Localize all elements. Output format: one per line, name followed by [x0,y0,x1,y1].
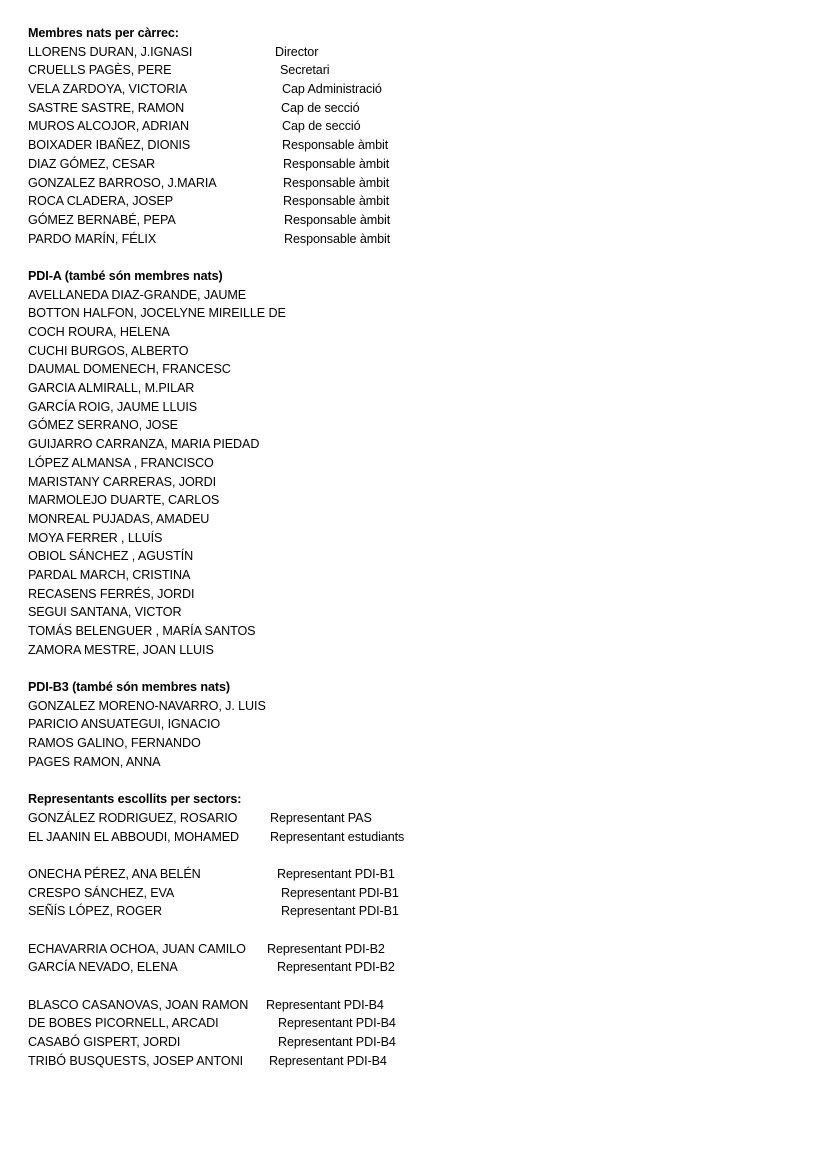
member-name: OBIOL SÁNCHEZ , AGUSTÍN [28,549,194,564]
section-heading-representants: Representants escollits per sectors: [28,792,242,807]
member-name: PARICIO ANSUATEGUI, IGNACIO [28,717,221,732]
member-name: CASABÓ GISPERT, JORDI [28,1035,181,1050]
member-role: Representant PDI-B2 [267,941,385,956]
member-row [28,43,808,62]
member-role: Responsable àmbit [282,138,389,153]
member-name: ECHAVARRIA OCHOA, JUAN CAMILO [28,941,246,956]
member-row [28,1052,808,1071]
member-name: GARCIA ALMIRALL, M.PILAR [28,381,195,396]
member-role: Secretari [280,63,330,78]
member-name: SEÑÍS LÓPEZ, ROGER [28,904,162,919]
member-name: TOMÁS BELENGUER , MARÍA SANTOS [28,624,256,638]
member-role: Representant PDI-B2 [277,960,395,975]
member-row [28,61,808,80]
member-row [28,1014,808,1033]
member-name: PAGES RAMON, ANNA [28,754,161,769]
member-name: SASTRE SASTRE, RAMON [28,100,185,115]
member-row [28,117,808,136]
member-role: Responsable àmbit [283,175,390,190]
member-role: Representant PDI-B4 [278,1035,396,1050]
member-name: CRUELLS PAGÈS, PERE [28,63,172,78]
member-row [28,865,808,884]
member-role: Representant PDI-B1 [277,866,395,881]
member-role: Representant estudiants [270,829,405,844]
section-heading-pdi-b3: PDI-B3 (també són membres nats) [28,680,230,695]
member-name: GÓMEZ SERRANO, JOSE [28,418,178,433]
member-name: TRIBÓ BUSQUESTS, JOSEP ANTONI [28,1053,243,1068]
member-name: BOIXADER IBAÑEZ, DIONIS [28,138,191,153]
member-name: MARISTANY CARRERAS, JORDI [28,474,217,489]
member-role: Representant PDI-B4 [266,997,384,1012]
member-row [28,1033,808,1052]
member-role: Responsable àmbit [283,194,390,209]
member-name: PARDAL MARCH, CRISTINA [28,567,191,582]
member-name: LÓPEZ ALMANSA , FRANCISCO [28,455,214,470]
section-heading-nats: Membres nats per càrrec: [28,26,179,40]
member-row [28,809,808,828]
member-row [28,996,808,1015]
member-row [28,211,808,230]
member-name: MUROS ALCOJOR, ADRIAN [28,119,189,134]
member-name: ZAMORA MESTRE, JOAN LLUIS [28,642,214,657]
member-row [28,940,808,959]
member-role: Director [275,44,319,59]
member-name: ONECHA PÉREZ, ANA BELÉN [28,866,201,881]
member-role: Representant PDI-B4 [278,1016,396,1031]
member-name: ROCA CLADERA, JOSEP [28,194,174,209]
member-role: Cap de secció [281,100,360,115]
member-row [28,884,808,903]
member-name: VELA ZARDOYA, VICTORIA [28,82,187,97]
member-role: Representant PDI-B1 [281,885,399,900]
member-role: Representant PAS [270,810,372,825]
member-name: GÓMEZ BERNABÉ, PEPA [28,212,176,227]
document-page [28,24,808,1071]
member-name: AVELLANEDA DIAZ-GRANDE, JAUME [28,287,247,302]
member-name: MARMOLEJO DUARTE, CARLOS [28,493,220,508]
member-row [28,902,808,921]
member-row [28,80,808,99]
member-name: MONREAL PUJADAS, AMADEU [28,511,210,526]
member-role: Representant PDI-B1 [281,904,399,919]
member-row [28,192,808,211]
member-row [28,99,808,118]
member-name: BOTTON HALFON, JOCELYNE MIREILLE DE [28,306,286,321]
member-row [28,155,808,174]
member-name: GARCÍA ROIG, JAUME LLUIS [28,399,198,414]
member-row [28,958,808,977]
member-name: DAUMAL DOMENECH, FRANCESC [28,362,231,377]
member-name: COCH ROURA, HELENA [28,325,170,339]
member-role: Representant PDI-B4 [269,1053,387,1068]
member-name: GUIJARRO CARRANZA, MARIA PIEDAD [28,437,260,452]
member-name: GONZALEZ MORENO-NAVARRO, J. LUIS [28,698,266,713]
member-name: CRESPO SÁNCHEZ, EVA [28,885,175,900]
member-name: BLASCO CASANOVAS, JOAN RAMON [28,997,249,1012]
member-role: Cap Administració [282,82,382,97]
member-name: GONZALEZ BARROSO, J.MARIA [28,175,217,190]
member-role: Responsable àmbit [284,212,391,227]
section-heading-pdi-a: PDI-A (també són membres nats) [28,268,223,283]
member-name: GARCÍA NEVADO, ELENA [28,960,178,975]
member-name: LLORENS DURAN, J.IGNASI [28,44,193,59]
member-name: RECASENS FERRÉS, JORDI [28,586,195,601]
member-row [28,230,808,249]
member-role: Responsable àmbit [283,156,390,171]
member-name: GONZÁLEZ RODRIGUEZ, ROSARIO [28,810,238,825]
member-name: CUCHI BURGOS, ALBERTO [28,343,189,358]
member-name: DE BOBES PICORNELL, ARCADI [28,1016,219,1031]
member-row [28,174,808,193]
member-role: Cap de secció [282,119,361,134]
member-name: EL JAANIN EL ABBOUDI, MOHAMED [28,829,240,844]
member-row [28,828,808,847]
member-role: Responsable àmbit [284,231,391,246]
member-name: MOYA FERRER , LLUÍS [28,530,163,545]
member-name: RAMOS GALINO, FERNANDO [28,736,201,751]
member-name: DIAZ GÓMEZ, CESAR [28,156,156,171]
member-name: SEGUI SANTANA, VICTOR [28,605,182,620]
member-name: PARDO MARÍN, FÉLIX [28,231,157,246]
member-row [28,136,808,155]
